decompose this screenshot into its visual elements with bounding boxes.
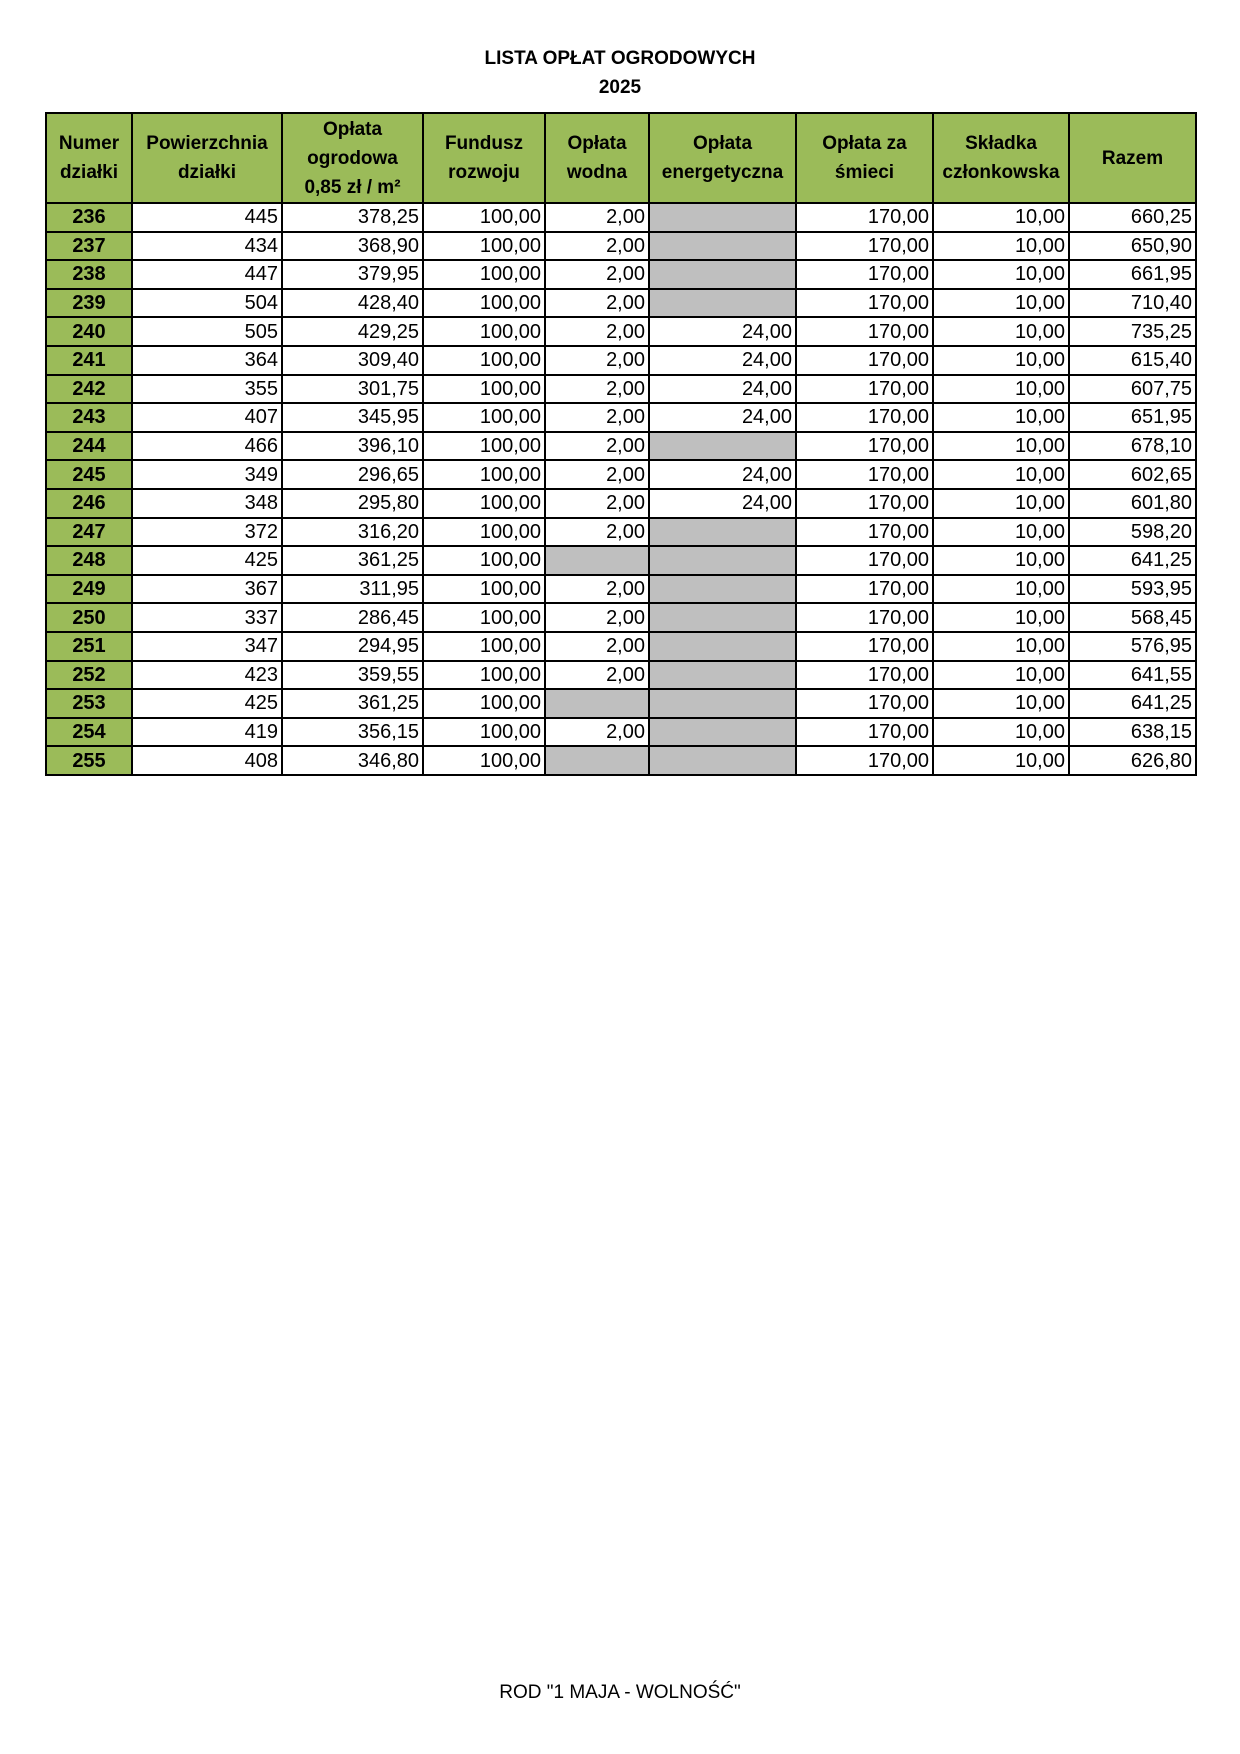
cell-water-fee: 2,00 [545,346,649,375]
cell-membership-fee: 10,00 [933,432,1069,461]
cell-garden-fee: 378,25 [282,203,423,232]
cell-garden-fee: 311,95 [282,575,423,604]
cell-plot-number: 243 [46,403,132,432]
table-row [46,232,1196,261]
table-row [46,317,1196,346]
cell-garden-fee: 345,95 [282,403,423,432]
cell-total: 641,25 [1069,546,1196,575]
cell-development-fund: 100,00 [423,518,545,547]
cell-development-fund: 100,00 [423,403,545,432]
cell-waste-fee: 170,00 [796,203,933,232]
cell-plot-number: 249 [46,575,132,604]
cell-waste-fee: 170,00 [796,746,933,775]
cell-energy-fee [649,260,796,289]
cell-plot-number: 240 [46,317,132,346]
cell-garden-fee: 295,80 [282,489,423,518]
cell-water-fee: 2,00 [545,575,649,604]
cell-water-fee: 2,00 [545,489,649,518]
cell-plot-area: 445 [132,203,282,232]
cell-waste-fee: 170,00 [796,661,933,690]
cell-membership-fee: 10,00 [933,289,1069,318]
cell-garden-fee: 286,45 [282,603,423,632]
cell-development-fund: 100,00 [423,460,545,489]
cell-plot-area: 347 [132,632,282,661]
cell-total: 568,45 [1069,603,1196,632]
cell-development-fund: 100,00 [423,375,545,404]
table-row [46,518,1196,547]
cell-water-fee: 2,00 [545,260,649,289]
cell-development-fund: 100,00 [423,317,545,346]
cell-total: 710,40 [1069,289,1196,318]
fees-table-body [46,203,1196,775]
cell-plot-area: 364 [132,346,282,375]
cell-total: 576,95 [1069,632,1196,661]
cell-plot-number: 244 [46,432,132,461]
cell-garden-fee: 309,40 [282,346,423,375]
cell-development-fund: 100,00 [423,603,545,632]
cell-plot-number: 255 [46,746,132,775]
cell-total: 607,75 [1069,375,1196,404]
cell-plot-number: 254 [46,718,132,747]
document-year: 2025 [598,77,642,98]
cell-plot-area: 407 [132,403,282,432]
cell-total: 602,65 [1069,460,1196,489]
table-row [46,746,1196,775]
document-header [0,44,1240,102]
cell-total: 661,95 [1069,260,1196,289]
cell-waste-fee: 170,00 [796,632,933,661]
table-row [46,632,1196,661]
cell-membership-fee: 10,00 [933,746,1069,775]
cell-energy-fee [649,518,796,547]
table-row [46,689,1196,718]
cell-membership-fee: 10,00 [933,518,1069,547]
cell-plot-area: 367 [132,575,282,604]
cell-development-fund: 100,00 [423,289,545,318]
cell-membership-fee: 10,00 [933,403,1069,432]
cell-water-fee: 2,00 [545,317,649,346]
cell-waste-fee: 170,00 [796,603,933,632]
cell-membership-fee: 10,00 [933,460,1069,489]
cell-total: 641,55 [1069,661,1196,690]
cell-garden-fee: 429,25 [282,317,423,346]
cell-membership-fee: 10,00 [933,718,1069,747]
cell-development-fund: 100,00 [423,432,545,461]
cell-energy-fee [649,575,796,604]
cell-total: 651,95 [1069,403,1196,432]
cell-water-fee: 2,00 [545,232,649,261]
table-row [46,718,1196,747]
cell-water-fee: 2,00 [545,518,649,547]
cell-plot-number: 239 [46,289,132,318]
cell-energy-fee [649,289,796,318]
cell-membership-fee: 10,00 [933,232,1069,261]
table-row [46,203,1196,232]
column-header-total: Razem [1069,113,1196,203]
cell-energy-fee [649,746,796,775]
cell-waste-fee: 170,00 [796,432,933,461]
cell-plot-number: 236 [46,203,132,232]
cell-membership-fee: 10,00 [933,489,1069,518]
cell-energy-fee [649,232,796,261]
cell-development-fund: 100,00 [423,489,545,518]
table-row [46,489,1196,518]
column-header-plot-number: Numer działki [46,113,132,203]
cell-energy-fee: 24,00 [649,460,796,489]
column-header-plot-area: Powierzchnia działki [132,113,282,203]
cell-garden-fee: 356,15 [282,718,423,747]
column-header-energy-fee: Opłata energetyczna [649,113,796,203]
cell-garden-fee: 428,40 [282,289,423,318]
cell-total: 650,90 [1069,232,1196,261]
cell-energy-fee [649,432,796,461]
cell-plot-area: 505 [132,317,282,346]
cell-garden-fee: 294,95 [282,632,423,661]
cell-plot-area: 408 [132,746,282,775]
cell-development-fund: 100,00 [423,232,545,261]
cell-garden-fee: 379,95 [282,260,423,289]
cell-plot-area: 425 [132,546,282,575]
cell-energy-fee [649,203,796,232]
cell-garden-fee: 361,25 [282,546,423,575]
column-header-garden-fee: Opłata ogrodowa 0,85 zł / m² [282,113,423,203]
cell-plot-number: 250 [46,603,132,632]
cell-development-fund: 100,00 [423,689,545,718]
cell-energy-fee [649,718,796,747]
table-row [46,460,1196,489]
cell-energy-fee: 24,00 [649,403,796,432]
cell-plot-number: 242 [46,375,132,404]
cell-energy-fee [649,546,796,575]
cell-water-fee: 2,00 [545,661,649,690]
cell-plot-number: 237 [46,232,132,261]
cell-development-fund: 100,00 [423,575,545,604]
cell-waste-fee: 170,00 [796,460,933,489]
cell-total: 638,15 [1069,718,1196,747]
fees-table [45,112,1197,776]
cell-plot-area: 434 [132,232,282,261]
cell-energy-fee [649,603,796,632]
table-row [46,661,1196,690]
cell-waste-fee: 170,00 [796,260,933,289]
cell-waste-fee: 170,00 [796,289,933,318]
column-header-waste-fee: Opłata za śmieci [796,113,933,203]
cell-membership-fee: 10,00 [933,603,1069,632]
cell-waste-fee: 170,00 [796,718,933,747]
cell-total: 598,20 [1069,518,1196,547]
cell-development-fund: 100,00 [423,661,545,690]
cell-water-fee: 2,00 [545,603,649,632]
cell-total: 641,25 [1069,689,1196,718]
column-header-membership-fee: Składka członkowska [933,113,1069,203]
cell-total: 626,80 [1069,746,1196,775]
cell-waste-fee: 170,00 [796,518,933,547]
cell-membership-fee: 10,00 [933,317,1069,346]
cell-garden-fee: 368,90 [282,232,423,261]
cell-development-fund: 100,00 [423,203,545,232]
cell-plot-area: 349 [132,460,282,489]
cell-waste-fee: 170,00 [796,346,933,375]
cell-total: 601,80 [1069,489,1196,518]
cell-total: 660,25 [1069,203,1196,232]
cell-plot-number: 252 [46,661,132,690]
document-footer: ROD "1 MAJA - WOLNOŚĆ" [499,1682,741,1703]
cell-membership-fee: 10,00 [933,575,1069,604]
cell-energy-fee [649,689,796,718]
cell-water-fee: 2,00 [545,403,649,432]
cell-total: 593,95 [1069,575,1196,604]
cell-membership-fee: 10,00 [933,546,1069,575]
cell-plot-area: 425 [132,689,282,718]
cell-energy-fee [649,661,796,690]
cell-membership-fee: 10,00 [933,689,1069,718]
cell-garden-fee: 346,80 [282,746,423,775]
cell-garden-fee: 359,55 [282,661,423,690]
cell-total: 678,10 [1069,432,1196,461]
cell-energy-fee [649,632,796,661]
cell-plot-area: 355 [132,375,282,404]
cell-membership-fee: 10,00 [933,375,1069,404]
column-header-development-fund: Fundusz rozwoju [423,113,545,203]
cell-water-fee: 2,00 [545,289,649,318]
table-header-row [46,113,1196,203]
cell-waste-fee: 170,00 [796,375,933,404]
table-row [46,432,1196,461]
cell-garden-fee: 301,75 [282,375,423,404]
table-row [46,546,1196,575]
cell-plot-area: 419 [132,718,282,747]
cell-garden-fee: 316,20 [282,518,423,547]
cell-plot-area: 447 [132,260,282,289]
cell-energy-fee: 24,00 [649,317,796,346]
cell-plot-area: 423 [132,661,282,690]
cell-water-fee [545,546,649,575]
cell-water-fee: 2,00 [545,632,649,661]
cell-development-fund: 100,00 [423,346,545,375]
cell-membership-fee: 10,00 [933,260,1069,289]
cell-development-fund: 100,00 [423,260,545,289]
cell-membership-fee: 10,00 [933,632,1069,661]
cell-total: 615,40 [1069,346,1196,375]
cell-plot-area: 348 [132,489,282,518]
cell-water-fee: 2,00 [545,460,649,489]
cell-development-fund: 100,00 [423,546,545,575]
cell-development-fund: 100,00 [423,746,545,775]
cell-plot-area: 337 [132,603,282,632]
cell-waste-fee: 170,00 [796,403,933,432]
cell-waste-fee: 170,00 [796,317,933,346]
cell-plot-number: 245 [46,460,132,489]
cell-plot-number: 251 [46,632,132,661]
document-title: LISTA OPŁAT OGRODOWYCH [484,48,756,69]
cell-waste-fee: 170,00 [796,232,933,261]
cell-garden-fee: 296,65 [282,460,423,489]
table-row [46,375,1196,404]
cell-plot-number: 248 [46,546,132,575]
cell-water-fee [545,689,649,718]
cell-waste-fee: 170,00 [796,575,933,604]
table-row [46,346,1196,375]
cell-energy-fee: 24,00 [649,375,796,404]
table-row [46,603,1196,632]
cell-waste-fee: 170,00 [796,546,933,575]
cell-waste-fee: 170,00 [796,489,933,518]
table-row [46,403,1196,432]
cell-water-fee: 2,00 [545,432,649,461]
cell-plot-number: 238 [46,260,132,289]
cell-water-fee: 2,00 [545,375,649,404]
cell-water-fee: 2,00 [545,718,649,747]
column-header-water-fee: Opłata wodna [545,113,649,203]
cell-plot-number: 253 [46,689,132,718]
cell-membership-fee: 10,00 [933,346,1069,375]
cell-waste-fee: 170,00 [796,689,933,718]
cell-membership-fee: 10,00 [933,661,1069,690]
cell-water-fee [545,746,649,775]
table-row [46,260,1196,289]
cell-garden-fee: 361,25 [282,689,423,718]
cell-energy-fee: 24,00 [649,346,796,375]
cell-plot-number: 246 [46,489,132,518]
table-row [46,289,1196,318]
table-row [46,575,1196,604]
cell-development-fund: 100,00 [423,632,545,661]
cell-plot-number: 247 [46,518,132,547]
cell-membership-fee: 10,00 [933,203,1069,232]
cell-water-fee: 2,00 [545,203,649,232]
cell-total: 735,25 [1069,317,1196,346]
cell-plot-area: 372 [132,518,282,547]
cell-garden-fee: 396,10 [282,432,423,461]
cell-plot-area: 504 [132,289,282,318]
cell-plot-area: 466 [132,432,282,461]
cell-plot-number: 241 [46,346,132,375]
cell-energy-fee: 24,00 [649,489,796,518]
cell-development-fund: 100,00 [423,718,545,747]
